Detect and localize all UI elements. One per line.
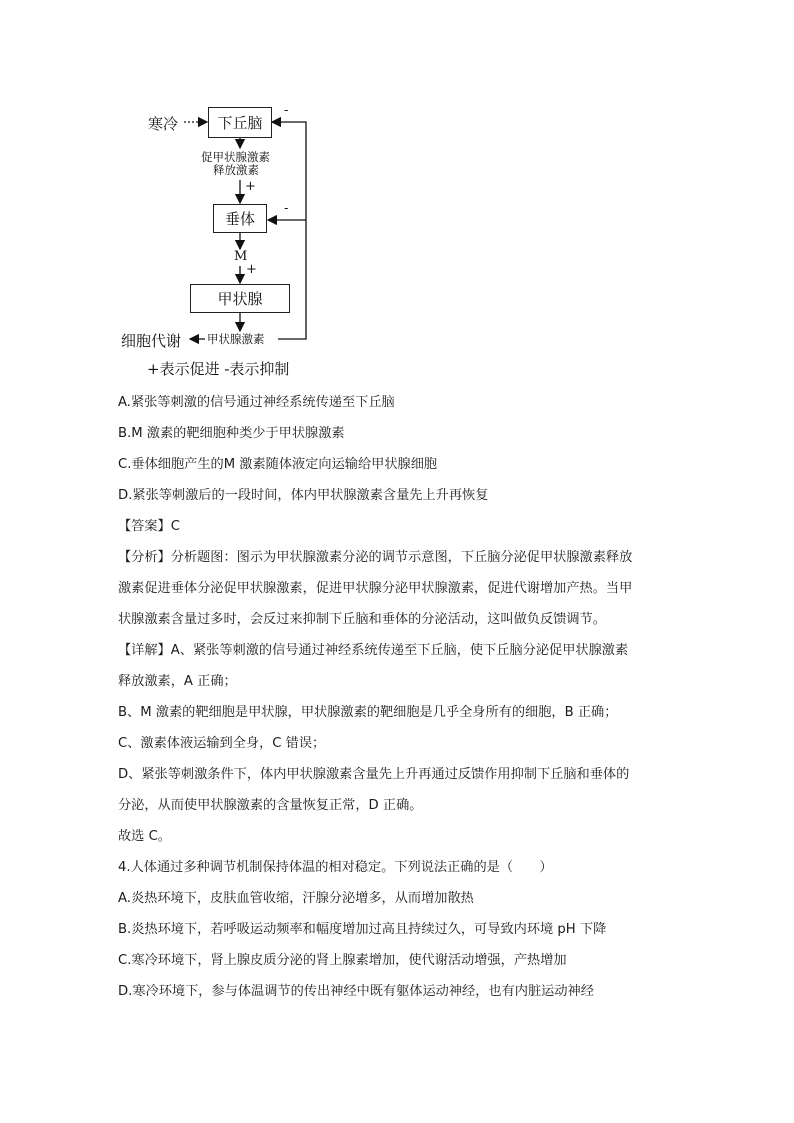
detail-line-5: D、紧张等刺激条件下，体内甲状腺激素含量先上升再通过反馈作用抑制下丘脑和垂体的 — [118, 767, 630, 782]
detail-line-6: 分泌，从而使甲状腺激素的含量恢复正常，D 正确。 — [118, 798, 423, 813]
plus-sign-1: + — [245, 179, 256, 194]
thyroid-regulation-diagram — [0, 0, 794, 390]
question-4-option-a: A.炎热环境下，皮肤血管收缩，汗腺分泌增多，从而增加散热 — [118, 891, 474, 906]
thyroid-hormone-label: 甲状腺激素 — [207, 332, 265, 346]
diagram-arrows — [0, 0, 794, 390]
option-d: D.紧张等刺激后的一段时间，体内甲状腺激素含量先上升再恢复 — [118, 488, 489, 503]
detail-line-1: 【详解】A、紧张等刺激的信号通过神经系统传递至下丘脑，使下丘脑分泌促甲状腺激素 — [118, 643, 629, 658]
analysis-line-1: 【分析】分析题图：图示为甲状腺激素分泌的调节示意图，下丘脑分泌促甲状腺激素释放 — [118, 550, 633, 565]
question-4-option-b: B.炎热环境下，若呼吸运动频率和幅度增加过高且持续过久，可导致内环境 pH 下降 — [118, 922, 607, 937]
pituitary-box — [213, 204, 267, 233]
detail-line-2: 释放激素，A 正确； — [118, 674, 237, 689]
plus-sign-2: + — [246, 262, 257, 277]
hypothalamus-box — [208, 107, 272, 138]
minus-sign-hypothalamus: - — [284, 103, 289, 118]
cell-metabolism-label: 细胞代谢 — [121, 332, 182, 350]
cold-label: 寒冷 — [148, 115, 179, 133]
question-4-option-c: C.寒冷环境下，肾上腺皮质分泌的肾上腺素增加，使代谢活动增强，产热增加 — [118, 953, 567, 968]
pituitary-label: 垂体 — [224, 210, 255, 228]
conclusion-line: 故选 C。 — [118, 829, 171, 844]
question-4-option-d: D.寒冷环境下，参与体温调节的传出神经中既有躯体运动神经，也有内脏运动神经 — [118, 984, 594, 999]
option-c: C.垂体细胞产生的M 激素随体液定向运输给甲状腺细胞 — [118, 457, 438, 472]
detail-line-3: B、M 激素的靶细胞是甲状腺，甲状腺激素的靶细胞是几乎全身所有的细胞，B 正确； — [118, 705, 618, 720]
analysis-line-2: 激素促进垂体分泌促甲状腺激素，促进甲状腺分泌甲状腺激素，促进代谢增加产热。当甲 — [118, 581, 633, 596]
hypothalamus-label: 下丘脑 — [217, 114, 263, 132]
trh-label-line2: 释放激素 — [213, 163, 259, 177]
diagram-legend: +表示促进 -表示抑制 — [147, 360, 290, 378]
thyroid-label: 甲状腺 — [217, 290, 263, 308]
analysis-line-3: 状腺激素含量过多时，会反过来抑制下丘脑和垂体的分泌活动，这叫做负反馈调节。 — [118, 612, 606, 627]
detail-line-4: C、激素体液运输到全身，C 错误； — [118, 736, 326, 751]
option-b: B.M 激素的靶细胞种类少于甲状腺激素 — [118, 426, 345, 441]
hormone-m-label: M — [234, 249, 248, 264]
answer-line: 【答案】C — [118, 519, 180, 534]
thyroid-box — [190, 284, 290, 313]
minus-sign-pituitary: - — [284, 201, 289, 216]
trh-label-line1: 促甲状腺激素 — [201, 150, 270, 164]
option-a: A.紧张等刺激的信号通过神经系统传递至下丘脑 — [118, 395, 395, 410]
question-4-stem: 4.人体通过多种调节机制保持体温的相对稳定。下列说法正确的是（ ） — [118, 860, 553, 875]
